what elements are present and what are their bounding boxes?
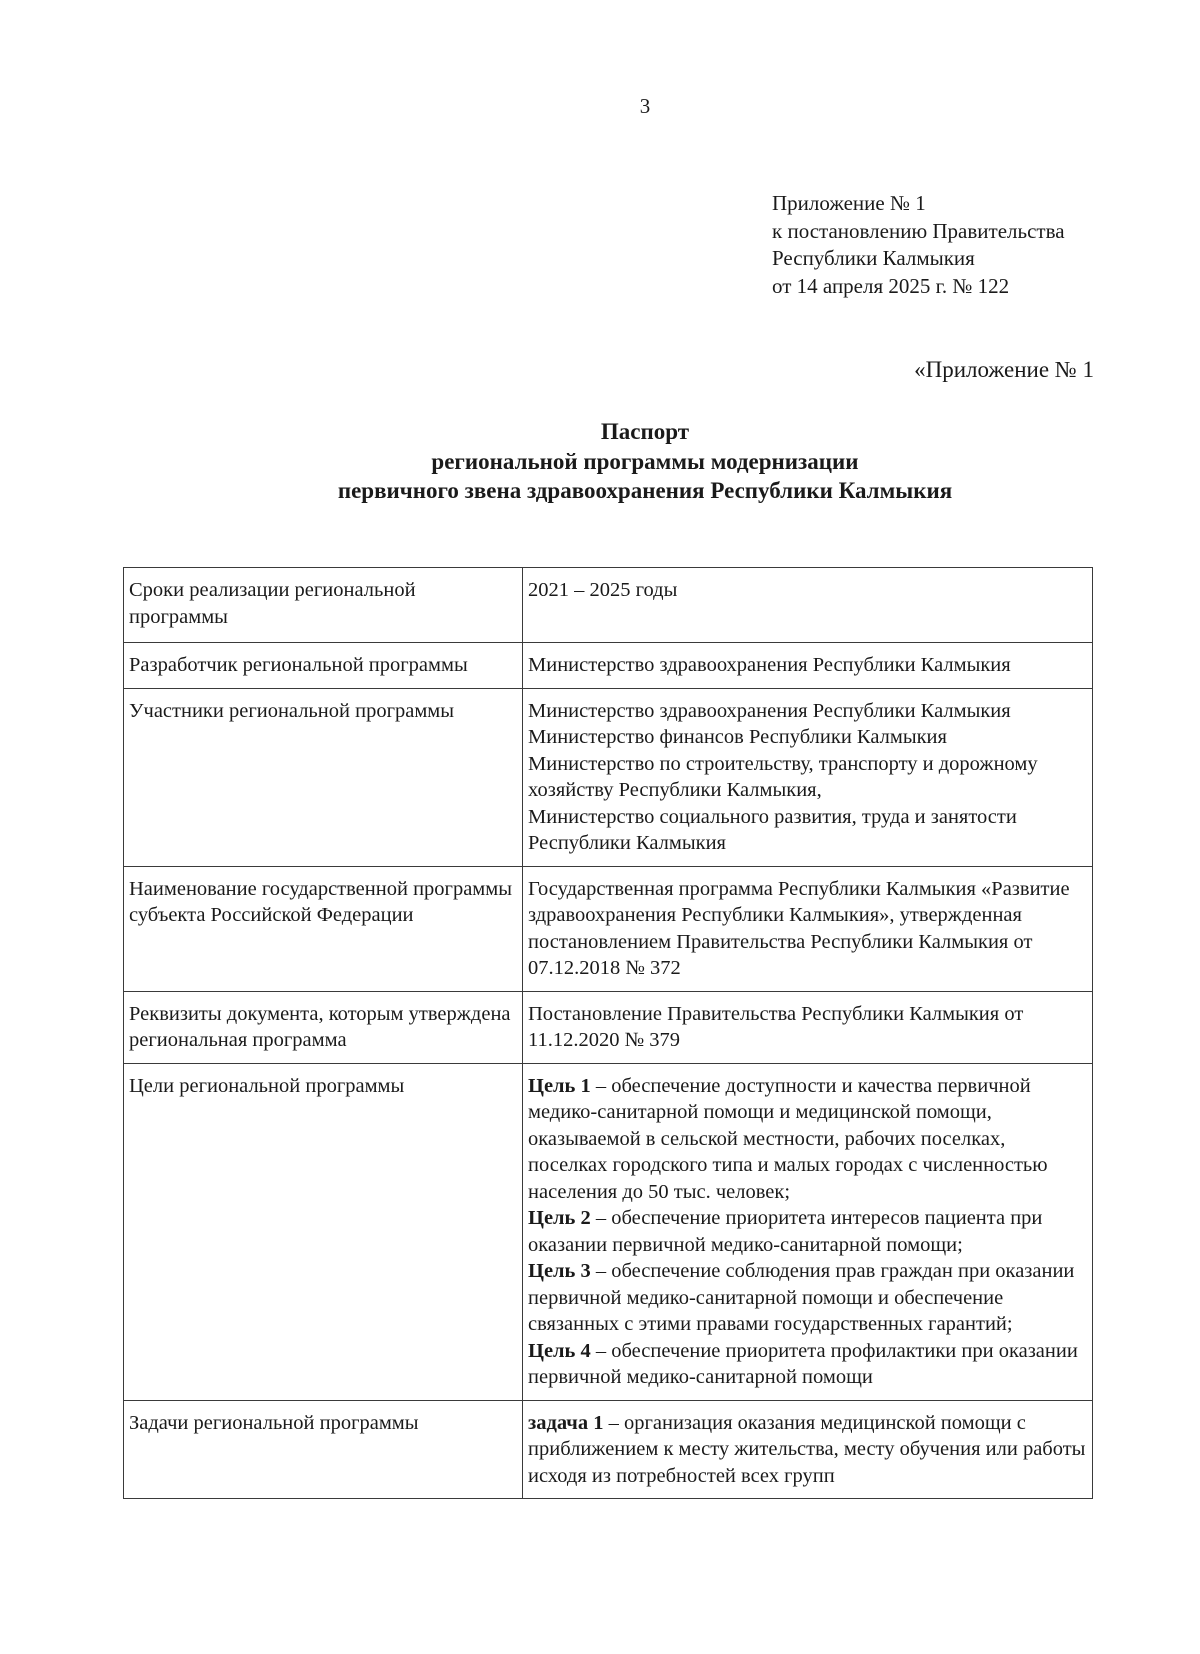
row-value bbox=[523, 1400, 1093, 1499]
row-label: Разработчик региональной программы bbox=[124, 643, 523, 689]
goal-text: – обеспечение приоритета интересов пациента при оказании первичной медико-санитарной помощи; bbox=[528, 1207, 1043, 1256]
row-label: Наименование государственной программы субъекта Российской Федерации bbox=[124, 866, 523, 991]
table-row bbox=[124, 1063, 1093, 1400]
task-item bbox=[528, 1410, 1087, 1490]
table-row bbox=[124, 1400, 1093, 1499]
goal-text: – обеспечение соблюдения прав граждан при оказании первичной медико-санитарной помощи и обеспечение связанных с этими правами государственных гарантий; bbox=[528, 1260, 1075, 1335]
row-label: Сроки реализации региональной программы bbox=[124, 568, 523, 643]
participant: Министерство социального развития, труда и занятости Республики Калмыкия bbox=[528, 805, 1017, 854]
approval-line: Приложение № 1 bbox=[772, 191, 926, 215]
goal-name: Цель 1 bbox=[528, 1074, 591, 1097]
goal-name: Цель 4 bbox=[528, 1339, 591, 1362]
title-line: первичного звена здравоохранения Республики Калмыкия bbox=[337, 478, 953, 503]
goal-item bbox=[528, 1073, 1087, 1206]
goal-name: Цель 2 bbox=[528, 1207, 591, 1229]
participant: Министерство по строительству, транспорту и дорожному хозяйству Республики Калмыкия, bbox=[528, 752, 1038, 801]
row-value bbox=[523, 1063, 1093, 1400]
goal-name: Цель 3 bbox=[528, 1260, 591, 1282]
table-row bbox=[124, 643, 1093, 689]
approval-line: от 14 апреля 2025 г. № 122 bbox=[772, 273, 1010, 298]
table-row bbox=[124, 991, 1093, 1063]
page-number: 3 bbox=[639, 94, 651, 118]
passport-table bbox=[123, 567, 1093, 1499]
participant: Министерство финансов Республики Калмыкия bbox=[528, 726, 947, 748]
table-row bbox=[124, 568, 1093, 643]
table-row bbox=[124, 688, 1093, 866]
annex-mark: «Приложение № 1 bbox=[914, 357, 1094, 382]
participant: Министерство здравоохранения Республики Калмыкия bbox=[528, 699, 1011, 722]
task-text: – организация оказания медицинской помощи с приближением к месту жительства, месту обучения или работы исходя из потребностей всех групп bbox=[528, 1411, 1086, 1487]
title-line: Паспорт bbox=[600, 419, 690, 444]
goal-text: – обеспечение приоритета профилактики при оказании первичной медико-санитарной помощи bbox=[528, 1339, 1078, 1388]
row-label: Цели региональной программы bbox=[124, 1063, 523, 1400]
row-value: 2021 – 2025 годы bbox=[523, 568, 1093, 643]
row-label: Участники региональной программы bbox=[124, 688, 523, 866]
goal-item bbox=[528, 1338, 1087, 1391]
table-row bbox=[124, 866, 1093, 991]
document-title bbox=[0, 417, 1200, 506]
row-label: Реквизиты документа, которым утверждена региональная программа bbox=[124, 991, 523, 1063]
goal-text: – обеспечение доступности и качества первичной медико-санитарной помощи и медицинской помощи, оказываемой в сельской местности, рабочих поселках, поселках городского типа и малых городах с численностью населения до 50 тыс. человек; bbox=[528, 1074, 1048, 1203]
goal-item bbox=[528, 1258, 1087, 1338]
row-value bbox=[523, 688, 1093, 866]
row-value: Постановление Правительства Республики Калмыкия от 11.12.2020 № 379 bbox=[523, 991, 1093, 1063]
row-label: Задачи региональной программы bbox=[124, 1400, 523, 1499]
goal-item bbox=[528, 1205, 1087, 1258]
title-line: региональной программы модернизации bbox=[431, 448, 859, 474]
task-name: задача 1 bbox=[528, 1411, 604, 1434]
row-value: Государственная программа Республики Калмыкия «Развитие здравоохранения Республики Калмыкия», утвержденная постановлением Правительства Республики Калмыкия от 07.12.2018 № 372 bbox=[523, 866, 1093, 991]
approval-block bbox=[772, 190, 1065, 300]
approval-line: к постановлению Правительства bbox=[772, 218, 1065, 243]
approval-line: Республики Калмыкия bbox=[772, 246, 975, 270]
row-value: Министерство здравоохранения Республики Калмыкия bbox=[523, 643, 1093, 689]
